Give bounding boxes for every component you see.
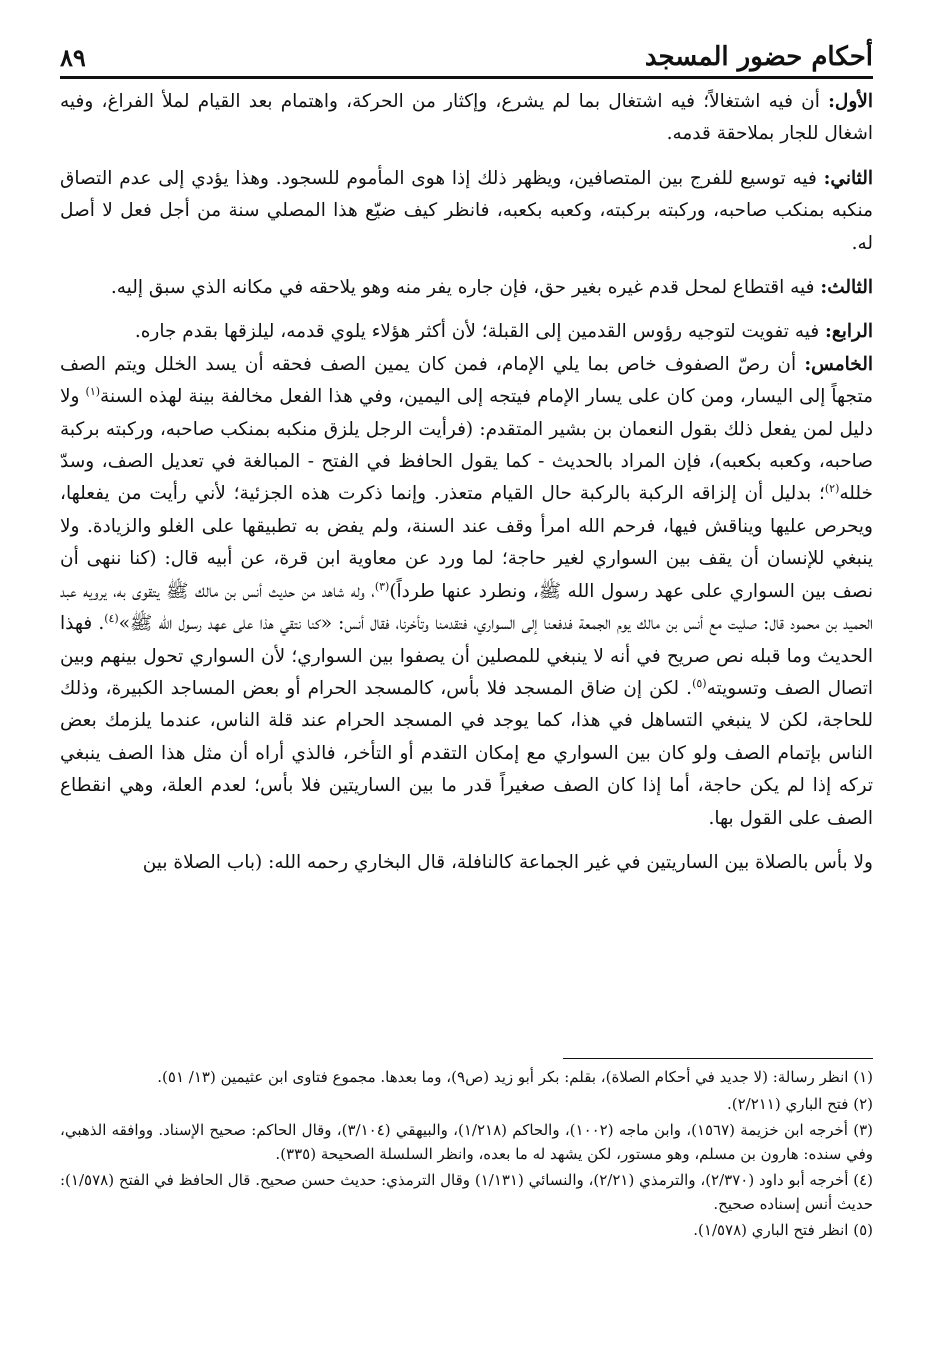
paragraph-lead: الخامس: xyxy=(804,353,873,375)
paragraph-first xyxy=(60,86,873,151)
paragraph-fifth xyxy=(60,349,873,835)
paragraph-text: فيه اقتطاع لمحل قدم غيره بغير حق، فإن جاره يفر منه وهو يلاحقه في مكانه الذي سبق إليه. xyxy=(110,277,821,299)
paragraph-text: فيه تفويت لتوجيه رؤوس القدمين إلى القبلة؛ لأن أكثر هؤلاء يلوي قدمه، ليلزقها بقدم جاره. xyxy=(134,321,826,343)
paragraph-lead: الثاني: xyxy=(823,167,873,189)
paragraph-fourth xyxy=(60,316,873,348)
paragraph-text: فيه توسيع للفرج بين المتصافين، ويظهر ذلك إذا هوى المأموم للسجود. وهذا يؤدي إلى عدم التصاق منكبه بمنكب صاحبه، وركبته بركبته، وكعبه بكعبه، فانظر كيف ضيّع هذا المصلي سنة من أجل فعل لا أصل له. xyxy=(60,167,873,254)
paragraph-third xyxy=(60,272,873,304)
paragraph-text: أن رصّ الصفوف خاص بما يلي الإمام، فمن كان يمين الصف فحقه أن يسد الخلل ويتم الصف متجهاً إلى اليسار، ومن كان على يسار الإمام فيتجه إلى اليمين، وفي هذا الفعل مخالفة بينة لهذه السنة xyxy=(60,353,873,408)
footnote-item: (٣) أخرجه ابن خزيمة (١٥٦٧)، وابن ماجه (١٠٠٢)، والحاكم (١/٢١٨)، والبيهقي (٣/١٠٤)، وقال الحاكم: صحيح الإسناد. ووافقه الذهبي، وفي سنده: هارون بن مسلم، وهو مستور، لكن يشهد له ما بعده، وانظر السلسلة الصحيحة (٣٣٥). xyxy=(60,1121,873,1163)
footnote-reference[interactable]: (١) xyxy=(85,385,101,399)
footnotes xyxy=(60,1066,873,1246)
paragraph-text: . لكن إن ضاق المسجد فلا بأس، كالمسجد الحرام أو بعض المساجد الكبيرة، وذلك للحاجة، لكن لا ينبغي التساهل في هذا، كما يوجد في المسجد الحرام عند قلة الناس، عندما يلزمك بعض الناس بإتمام الصف ولو كان بين السواري مع إمكان التقدم أو التأخر، فالذي أراه أن مثل هذا الصف ينبغي تركه إذا لم يكن حاجة، أما إذا كان الصف صغيراً قدر ما بين الساريتين فلا بأس؛ لعدم العلة، وهي انقطاع الصف على القول بها. xyxy=(60,677,873,829)
paragraph-lead: الثالث: xyxy=(820,277,873,299)
footnote-reference[interactable]: (٣) xyxy=(374,579,390,593)
paragraph-text: ، وله شاهد من حديث أنس بن مالك ﷺ يتقوى به، يرويه عبد الحميد بن محمود قال: صليت مع أنس بن مالك يوم الجمعة فدفعنا إلى السواري، فتقدمنا وتأخرنا، فقال أنس: «كنا نتقي هذا على عهد رسول الله ﷺ» xyxy=(60,580,873,635)
paragraph-text: ولا دليل لمن يفعل ذلك بقول النعمان بن بشير المتقدم: (فرأيت الرجل يلزق منكبه بمنكب صاحبه، وركبته بركبة صاحبه، وكعبه بكعبه)، فإن المراد بالحديث - كما يقول الحافظ في الفتح - المبالغة في تعديل الصف، وسدّ خلله xyxy=(60,386,873,505)
paragraph-text: ؛ بدليل أن إلزاقه الركبة بالركبة حال القيام متعذر. وإنما ذكرت هذه الجزئية؛ لأني رأيت من يفعلها، ويحرص عليها ويناقش فيها، فرحم الله امرأ وقف عند السنة، ولم يفض به تطبيقها على الغلو والزيادة. ولا ينبغي للإنسان أن يقف بين السواري لغير حاجة؛ لما ورد عن معاوية ابن قرة، عن أبيه قال: (كنا ننهى أن نصف بين السواري على عهد رسول الله ﷺ، ونطرد عنها طرداً) xyxy=(60,483,873,602)
footnote-reference[interactable]: (٤) xyxy=(104,611,119,625)
footnote-reference[interactable]: (٥) xyxy=(692,676,707,690)
footnote-item: (٤) أخرجه أبو داود (٢/٣٧٠)، والترمذي (٢/٢١)، والنسائي (١/١٣١) وقال الترمذي: حديث حسن صحيح. قال الحافظ في الفتح (١/٥٧٨): حديث أنس إسناده صحيح. xyxy=(60,1171,874,1213)
paragraph-lead: الأول: xyxy=(828,91,873,112)
paragraph-lead: الرابع: xyxy=(825,321,873,343)
footnote-item: (٢) فتح الباري (٢/٢١١). xyxy=(726,1094,873,1113)
paragraph-text: . فهذا الحديث وما قبله نص صريح في أنه لا ينبغي للمصلين أن يصفوا بين السواري؛ لأن السواري تحول بينهم وبين اتصال الصف وتسويته xyxy=(60,613,874,699)
main-text xyxy=(60,86,873,891)
paragraph-sixth xyxy=(60,847,873,879)
footnote-item: (١) انظر رسالة: (لا جديد في أحكام الصلاة)، بقلم: بكر أبو زيد (ص٩)، وما بعدها. مجموع فتاوى ابن عثيمين (١٣/ ٥١). xyxy=(157,1068,873,1086)
paragraph-text: أن فيه اشتغالاً؛ فيه اشتغال بما لم يشرع، وإكثار من الحركة، واهتمام بعد القيام لملأ الفراغ، وفيه اشغال للجار بملاحقة قدمه. xyxy=(60,91,873,145)
footnote-divider xyxy=(563,1058,873,1059)
page-number: ٨٩ xyxy=(60,43,86,72)
paragraph-second xyxy=(60,163,873,260)
footnote-item: (٥) انظر فتح الباري (١/٥٧٨). xyxy=(693,1221,873,1239)
paragraph-text: ولا بأس بالصلاة بين الساريتين في غير الجماعة كالنافلة، قال البخاري رحمه الله: (باب الصلاة بين xyxy=(142,851,873,873)
page-header xyxy=(60,28,873,79)
footnote-reference[interactable]: (٢) xyxy=(824,482,840,496)
book-title: أحكام حضور المسجد xyxy=(644,42,873,72)
